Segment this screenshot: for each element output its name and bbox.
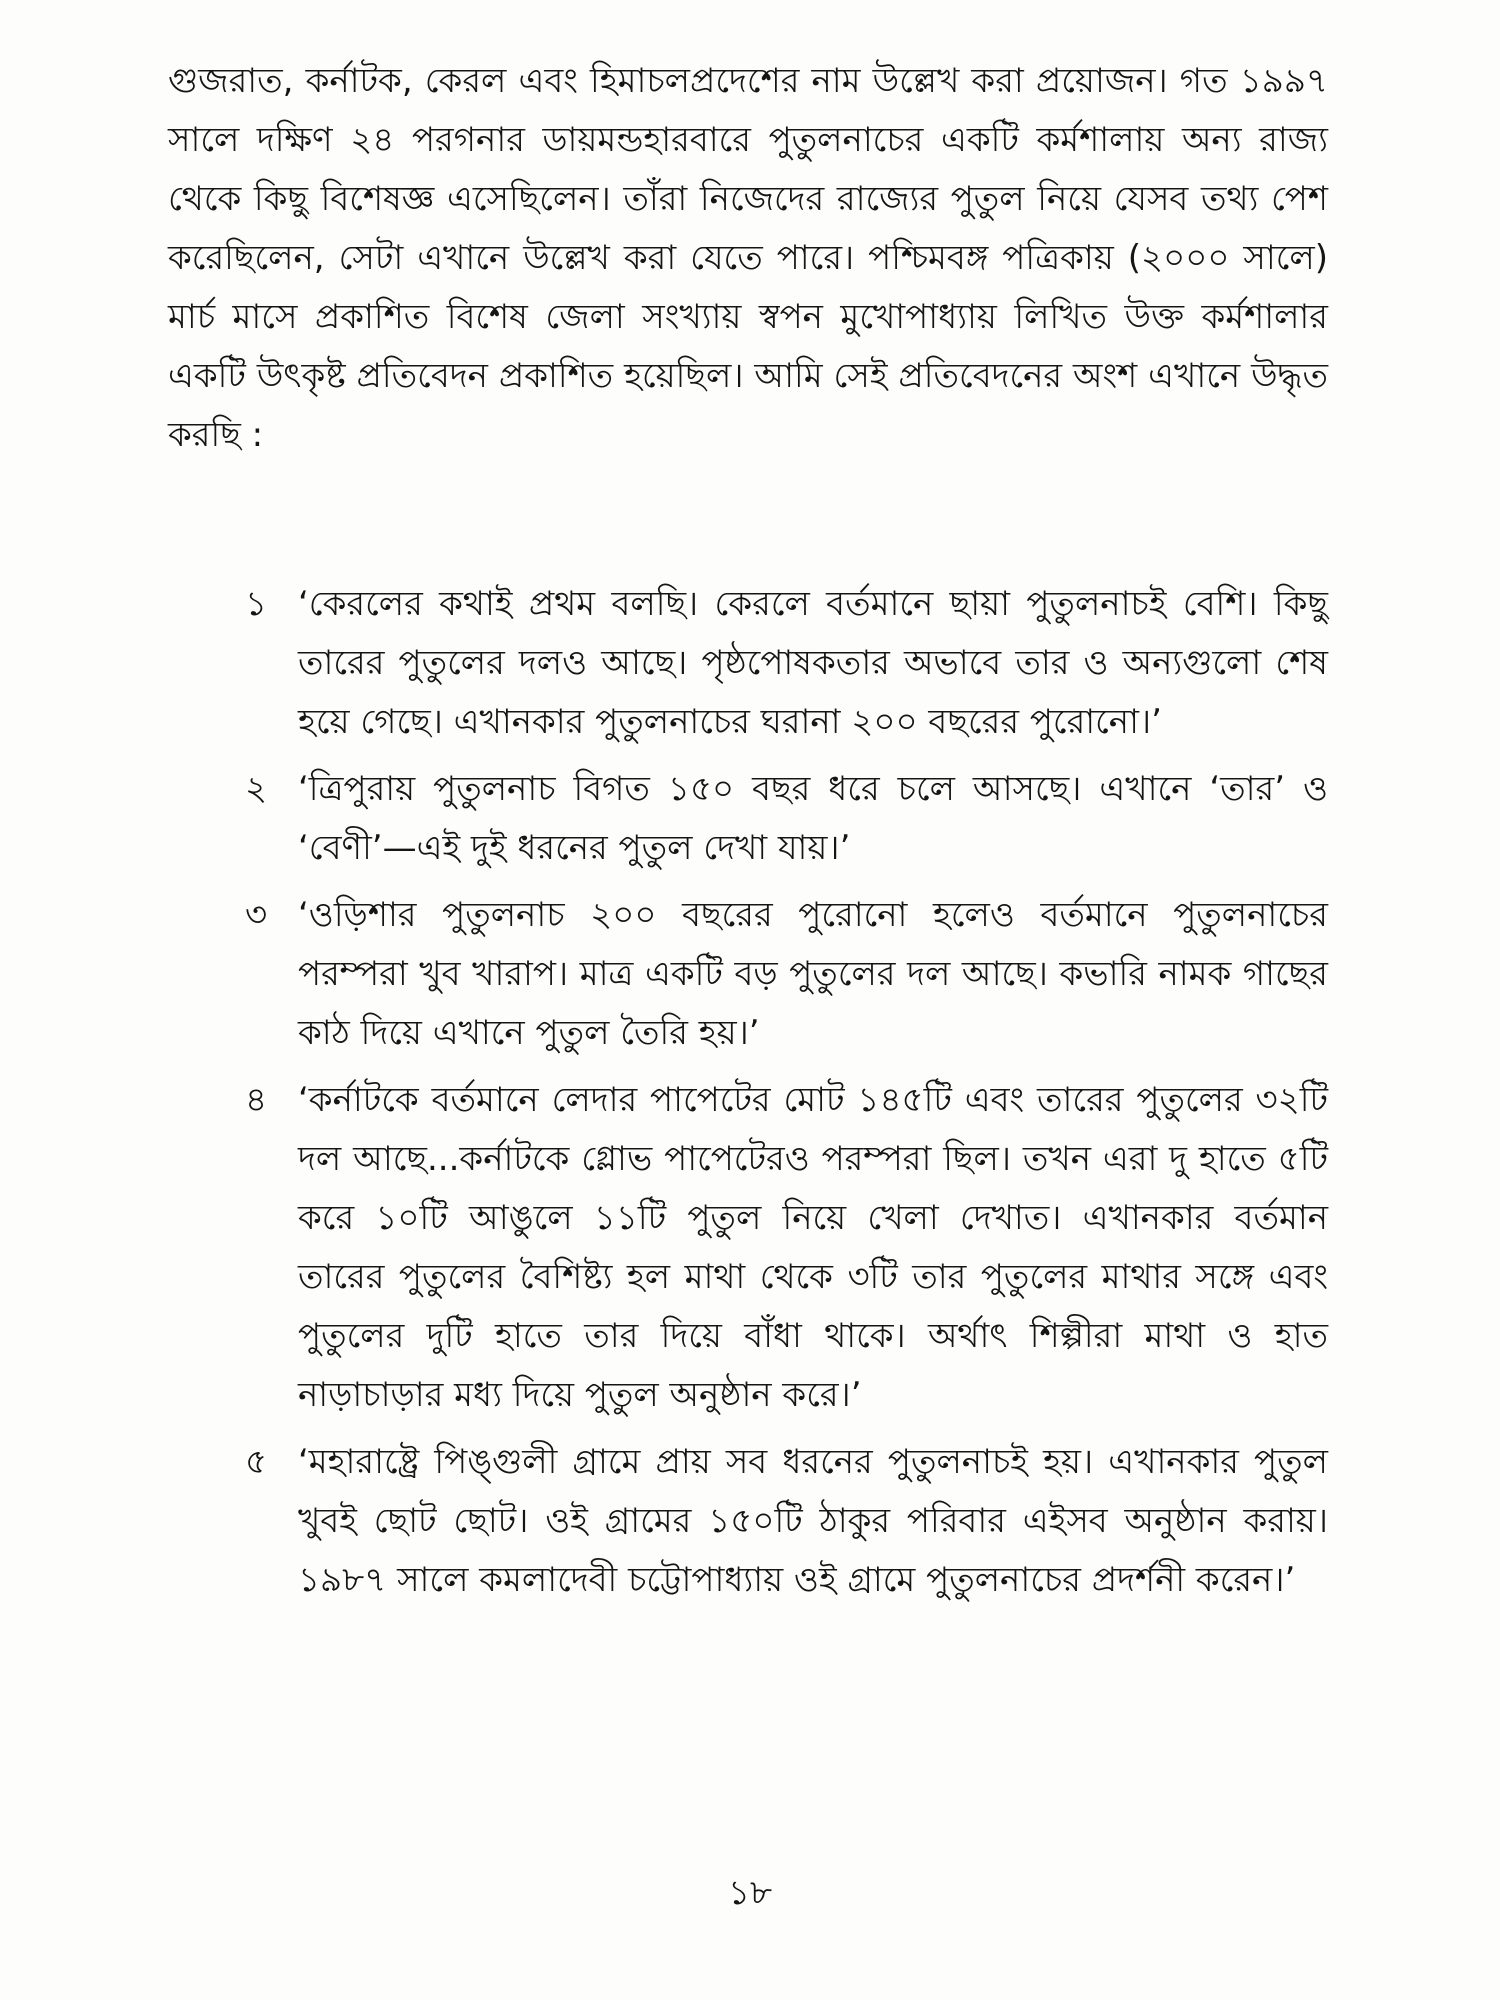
list-item (168, 1071, 1328, 1425)
intro-paragraph: গুজরাত, কর্নাটক, কেরল এবং হিমাচলপ্রদেশের নাম উল্লেখ করা প্রয়োজন। গত ১৯৯৭ সালে দক্ষিণ ২৪ পরগনার ডায়মন্ডহারবারে পুতুলনাচের একটি কর্মশালায় অন্য রাজ্য থেকে কিছু বিশেষজ্ঞ এসেছিলেন। তাঁরা নিজেদের রাজ্যের পুতুল নিয়ে যেসব তথ্য পেশ করেছিলেন, সেটা এখানে উল্লেখ করা যেতে পারে। পশ্চিমবঙ্গ পত্রিকায় (২০০০ সালে) মার্চ মাসে প্রকাশিত বিশেষ জেলা সংখ্যায় স্বপন মুখোপাধ্যায় লিখিত উক্ত কর্মশালার একটি উৎকৃষ্ট প্রতিবেদন প্রকাশিত হয়েছিল। আমি সেই প্রতিবেদনের অংশ এখানে উদ্ধৃত করছি : (168, 61, 1328, 455)
list-item-number: ৫ (245, 1442, 268, 1482)
list-item (168, 575, 1328, 752)
quoted-list (168, 575, 1328, 1618)
list-item-text: ‘কর্নাটকে বর্তমানে লেদার পাপেটের মোট ১৪৫টি এবং তারের পুতুলের ৩২টি দল আছে...কর্নাটকে গ্লোভ পাপেটেরও পরম্পরা ছিল। তখন এরা দু হাতে ৫টি করে ১০টি আঙুলে ১১টি পুতুল নিয়ে খেলা দেখাত। এখানকার বর্তমান তারের পুতুলের বৈশিষ্ট্য হল মাথা থেকে ৩টি তার পুতুলের মাথার সঙ্গে এবং পুতুলের দুটি হাতে তার দিয়ে বাঁধা থাকে। অর্থাৎ শিল্পীরা মাথা ও হাত নাড়াচাড়ার মধ্য দিয়ে পুতুল অনুষ্ঠান করে।’ (298, 1080, 1328, 1415)
list-item (168, 760, 1328, 878)
page-number: ১৮ (727, 1873, 773, 1913)
list-item-number: ৩ (245, 895, 268, 935)
list-item-number: ২ (245, 769, 268, 809)
list-item-number: ১ (245, 584, 268, 624)
list-item-text: ‘ওড়িশার পুতুলনাচ ২০০ বছরের পুরোনো হলেও বর্তমানে পুতুলনাচের পরম্পরা খুব খারাপ। মাত্র একটি বড় পুতুলের দল আছে। কভারি নামক গাছের কাঠ দিয়ে এখানে পুতুল তৈরি হয়।’ (298, 895, 1328, 1053)
list-item-number: ৪ (245, 1080, 268, 1120)
list-item (168, 886, 1328, 1063)
list-item (168, 1433, 1328, 1610)
list-item-text: ‘ত্রিপুরায় পুতুলনাচ বিগত ১৫০ বছর ধরে চলে আসছে। এখানে ‘তার’ ও ‘বেণী’—এই দুই ধরনের পুতুল দেখা যায়।’ (298, 769, 1328, 868)
list-item-text: ‘কেরলের কথাই প্রথম বলছি। কেরলে বর্তমানে ছায়া পুতুলনাচই বেশি। কিছু তারের পুতুলের দলও আছে। পৃষ্ঠপোষকতার অভাবে তার ও অন্যগুলো শেষ হয়ে গেছে। এখানকার পুতুলনাচের ঘরানা ২০০ বছরের পুরোনো।’ (298, 584, 1328, 742)
list-item-text: ‘মহারাষ্ট্রে পিঙ্গুলী গ্রামে প্রায় সব ধরনের পুতুলনাচই হয়। এখানকার পুতুল খুবই ছোট ছোট। ওই গ্রামের ১৫০টি ঠাকুর পরিবার এইসব অনুষ্ঠান করায়। ১৯৮৭ সালে কমলাদেবী চট্টোপাধ্যায় ওই গ্রামে পুতুলনাচের প্রদর্শনী করেন।’ (298, 1442, 1328, 1600)
